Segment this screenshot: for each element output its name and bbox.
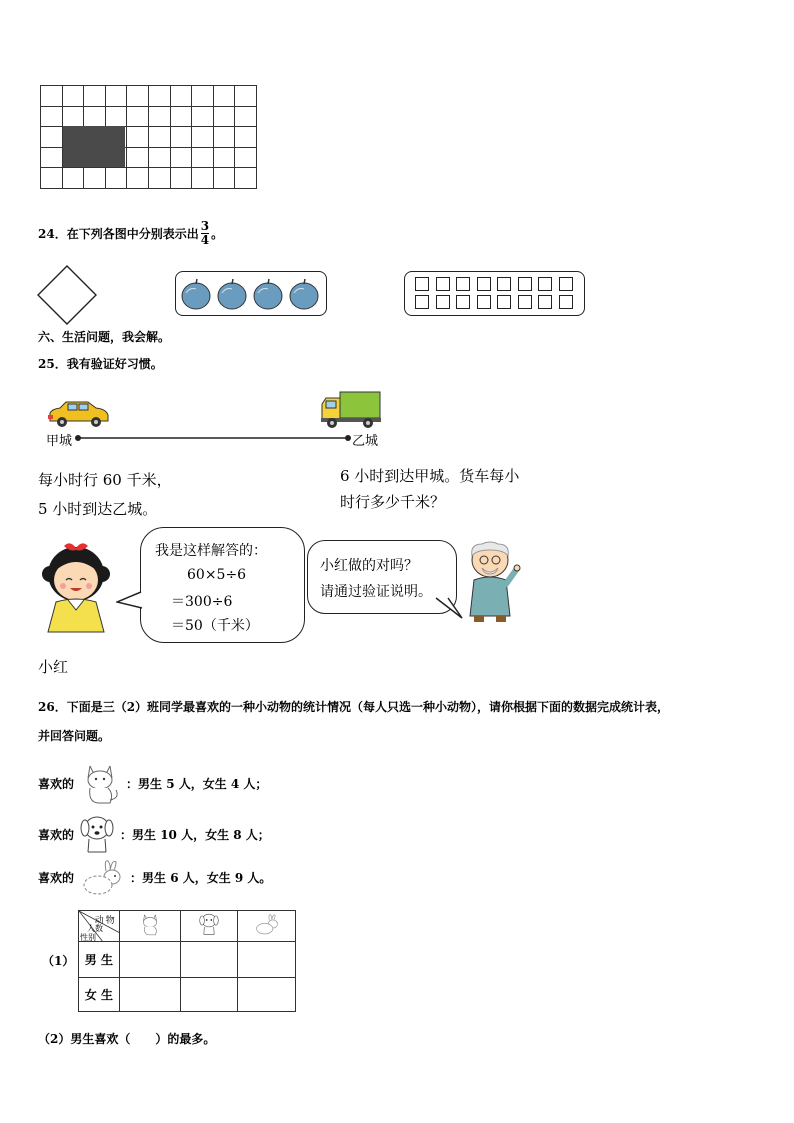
cat-stats-text: ：男生 5 人，女生 4 人；: [126, 776, 268, 791]
girl-name-label: 小红: [38, 658, 69, 676]
part2-question: （2）男生喜欢（ ）的最多。: [38, 1032, 216, 1046]
small-square: [559, 277, 573, 291]
grid-cell: [191, 85, 214, 107]
q24-prompt-tail: 。: [211, 226, 224, 241]
grid-cell: [148, 106, 171, 128]
like-prefix: 喜欢的: [38, 870, 75, 885]
grid-cell: [126, 106, 149, 128]
row-label-girls: 女 生: [79, 978, 120, 1012]
like-prefix: 喜欢的: [38, 827, 75, 842]
table-cell[interactable]: [181, 978, 238, 1012]
small-square: [415, 295, 429, 309]
fraction-three-quarters: [201, 220, 209, 247]
q26-text-line2: 并回答问题。: [38, 729, 111, 743]
table-cell[interactable]: [238, 942, 296, 978]
fraction-denominator: 4: [200, 232, 210, 247]
grid-cell: [105, 106, 128, 128]
grid-cell: [213, 106, 236, 128]
small-square: [436, 295, 450, 309]
shaded-rectangle: [63, 126, 126, 167]
truck-icon: [320, 390, 382, 430]
q25-title: 25．我有验证好习惯。: [38, 357, 163, 371]
grid-cell: [62, 106, 85, 128]
route-line: [74, 432, 354, 444]
truck-text-line1: 6 小时到达甲城。货车每小: [340, 467, 520, 485]
small-square: [477, 295, 491, 309]
grid-cell: [40, 126, 63, 148]
girl-bubble-tail: [116, 590, 146, 614]
dog-icon: [78, 812, 116, 856]
grid-cell: [40, 85, 63, 107]
grid-cell: [40, 167, 63, 189]
grid-cell: [191, 126, 214, 148]
fraction-numerator: 3: [200, 218, 210, 233]
truck-text-line2: 时行多少千米？: [340, 493, 446, 511]
apple-icon: [252, 277, 284, 311]
grid-cell: [213, 126, 236, 148]
rabbit-stats-text: ：男生 6 人，女生 9 人。: [130, 870, 272, 885]
cat-icon: [78, 760, 122, 806]
table-cell[interactable]: [119, 978, 181, 1012]
small-square: [436, 277, 450, 291]
grid-cell: [62, 85, 85, 107]
header-animal-label: 动物: [94, 916, 117, 926]
rabbit-icon: [78, 857, 126, 897]
city-a-label: 甲城: [46, 434, 73, 449]
grid-cell: [83, 106, 106, 128]
small-squares-box: [404, 271, 585, 316]
grid-cell: [40, 147, 63, 169]
city-b-label: 乙城: [352, 434, 379, 449]
grid-cell: [126, 85, 149, 107]
like-dog-row: [38, 811, 270, 857]
table-cell[interactable]: [119, 942, 181, 978]
grid-cell: [234, 167, 257, 189]
car-text-line1: 每小时行 60 千米，: [38, 471, 172, 489]
table-header-dog: [181, 911, 238, 942]
like-cat-row: [38, 760, 267, 806]
small-square: [456, 277, 470, 291]
grid-cell: [126, 167, 149, 189]
car-icon: [46, 399, 110, 429]
grid-cell: [191, 147, 214, 169]
rabbit-icon: [253, 912, 281, 936]
small-square: [518, 295, 532, 309]
header-gender-label: 性别: [80, 933, 96, 942]
grid-cell: [148, 85, 171, 107]
girl-bubble-line3: ＝300÷6: [171, 594, 233, 610]
grid-cell: [170, 126, 193, 148]
animal-stats-table: [78, 910, 296, 1012]
small-square: [497, 295, 511, 309]
q26-text-line1: 26．下面是三（2）班同学最喜欢的一种小动物的统计情况（每人只选一种小动物），请你根据下面的数据完成统计表，: [38, 700, 670, 714]
q24-prompt: [38, 218, 223, 248]
grid-cell: [83, 167, 106, 189]
girl-illustration: [38, 540, 114, 634]
part1-label: （1）: [42, 954, 75, 968]
small-square: [497, 277, 511, 291]
grid-cell: [170, 85, 193, 107]
girl-bubble-line2: 60×5÷6: [187, 567, 247, 583]
grid-cell: [126, 126, 149, 148]
girl-bubble-line4: ＝50（千米）: [171, 618, 259, 634]
grid-cell: [191, 106, 214, 128]
apples-box: [175, 271, 327, 316]
q24-prompt-text: 24．在下列各图中分别表示出: [38, 226, 199, 241]
grid-cell: [105, 167, 128, 189]
apple-icon: [180, 277, 212, 311]
diamond-shape: [36, 264, 98, 326]
grid-cell: [148, 147, 171, 169]
like-prefix: 喜欢的: [38, 776, 75, 791]
old-man-illustration: [460, 540, 524, 624]
grid-cell: [213, 167, 236, 189]
grid-cell: [213, 85, 236, 107]
grid-cell: [62, 167, 85, 189]
car-text-line2: 5 小时到达乙城。: [38, 500, 158, 518]
dog-icon: [198, 911, 220, 937]
small-square: [538, 295, 552, 309]
small-square: [456, 295, 470, 309]
grid-cell: [40, 106, 63, 128]
small-square: [518, 277, 532, 291]
small-square: [559, 295, 573, 309]
dog-stats-text: ：男生 10 人，女生 8 人；: [120, 827, 270, 842]
man-bubble-line1: 小红做的对吗？: [320, 558, 418, 574]
grid-cell: [213, 147, 236, 169]
grid-cell: [234, 106, 257, 128]
grid-cell: [105, 85, 128, 107]
man-bubble-line2: 请通过验证说明。: [320, 584, 432, 600]
grid-cell: [234, 85, 257, 107]
grid-cell: [234, 147, 257, 169]
section-six-heading: 六、生活问题，我会解。: [38, 330, 171, 344]
grid-cell: [148, 167, 171, 189]
table-cell[interactable]: [181, 942, 238, 978]
small-square: [477, 277, 491, 291]
girl-bubble-line1: 我是这样解答的：: [155, 543, 267, 559]
grid-cell: [170, 106, 193, 128]
grid-cell: [191, 167, 214, 189]
grid-cell: [83, 85, 106, 107]
small-square: [415, 277, 429, 291]
like-rabbit-row: [38, 856, 271, 898]
apple-icon: [288, 277, 320, 311]
square-grid: [40, 85, 256, 188]
table-header-cat: [119, 911, 181, 942]
table-header-rabbit: [238, 911, 296, 942]
cat-icon: [138, 911, 162, 937]
small-square: [538, 277, 552, 291]
apple-icon: [216, 277, 248, 311]
grid-cell: [234, 126, 257, 148]
row-label-boys: 男 生: [79, 942, 120, 978]
grid-cell: [126, 147, 149, 169]
grid-cell: [148, 126, 171, 148]
grid-cell: [170, 167, 193, 189]
table-header-diagonal: [79, 911, 120, 942]
header-count-label: 人数: [87, 924, 103, 933]
girl-speech-bubble: [140, 527, 305, 643]
table-cell[interactable]: [238, 978, 296, 1012]
grid-cell: [170, 147, 193, 169]
